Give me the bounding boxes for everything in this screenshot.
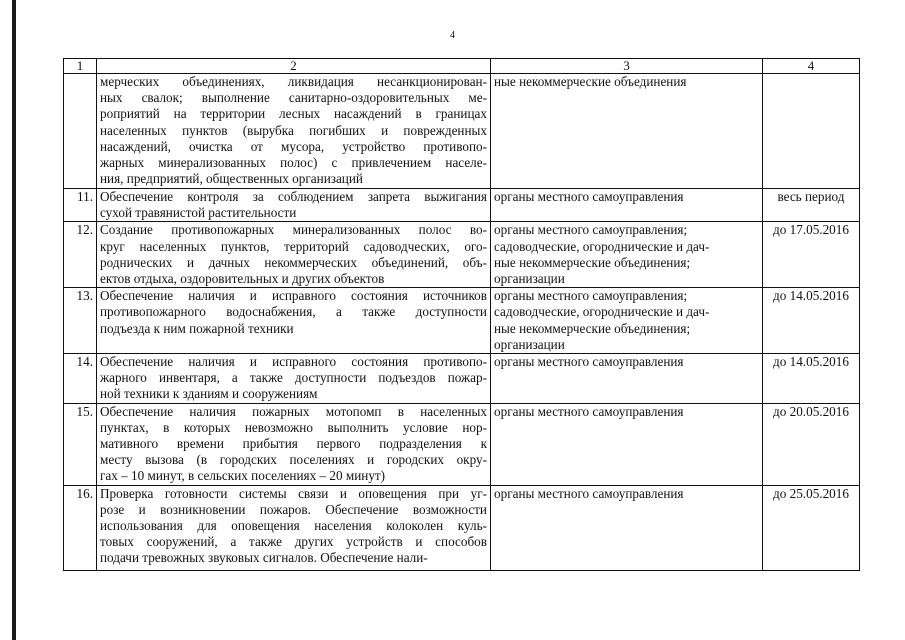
row-number: 15. <box>64 403 97 485</box>
responsible-text-line: органы местного самоуправления <box>494 354 684 370</box>
measure-text-line: Обеспечение наличия и исправного состояния источников <box>100 288 487 304</box>
deadline-cell: до 25.05.2016 <box>763 485 860 570</box>
measure-text-line: подъезда к ним пожарной техники <box>100 320 294 336</box>
responsible-cell <box>491 222 763 288</box>
deadline-cell: весь период <box>763 189 860 222</box>
measure-text-line: ектов отдыха, оздоровительных и других объектов <box>100 271 385 287</box>
measure-text-line: сухой травянистой растительности <box>100 205 297 221</box>
measure-text-line: ных свалок; выполнение санитарно-оздоровительных ме- <box>100 90 487 106</box>
measure-cell <box>97 74 491 189</box>
responsible-cell <box>491 354 763 404</box>
responsible-text-line: организации <box>494 336 565 352</box>
responsible-text-line: ные некоммерческие объединения; <box>494 320 691 336</box>
measure-cell <box>97 189 491 222</box>
deadline-cell: до 17.05.2016 <box>763 222 860 288</box>
measure-text-line: Обеспечение наличия пожарных мотопомп в населенных <box>100 403 487 419</box>
row-number: 16. <box>64 485 97 570</box>
measure-cell <box>97 288 491 354</box>
measure-text-line: Обеспечение контроля за соблюдением запрета выжигания <box>100 189 487 204</box>
page-number: 4 <box>450 30 455 41</box>
measure-text-line: Обеспечение наличия и исправного состояния противопо- <box>100 354 487 370</box>
measure-text-line: подачи тревожных звуковых сигналов. Обеспечение нали- <box>100 550 428 566</box>
measure-cell <box>97 222 491 288</box>
measure-text-line: использования для оповещения населения колоколен куль- <box>100 518 487 534</box>
measure-text-line: жарного инвентаря, а также доступности подъездов пожар- <box>100 370 487 386</box>
measure-text-line: товых сооружений, а также других устройств и способов <box>100 534 487 550</box>
measure-text-line: населенных пунктов (вырубка погибших и поврежденных <box>100 122 487 138</box>
measure-text-line: насаждений, очистка от мусора, устройство противопо- <box>100 138 487 154</box>
measure-text-line: роднических и дачных некоммерческих объединений, объ- <box>100 254 487 270</box>
responsible-text-line: органы местного самоуправления; <box>494 288 688 304</box>
measure-text-line: круг населенных пунктов, территорий садоводческих, ого- <box>100 238 487 254</box>
table-row <box>64 354 860 404</box>
responsible-cell <box>491 189 763 222</box>
responsible-text-line: садоводческие, огороднические и дач- <box>494 304 710 320</box>
responsible-text-line: органы местного самоуправления <box>494 403 684 419</box>
responsible-text-line: садоводческие, огороднические и дач- <box>494 238 710 254</box>
header-col-1: 1 <box>64 59 97 74</box>
deadline-cell: до 20.05.2016 <box>763 403 860 485</box>
measure-text-line: противопожарного водоснабжения, а также доступности <box>100 304 487 320</box>
responsible-text-line: ные некоммерческие объединения; <box>494 254 691 270</box>
row-number <box>64 74 97 189</box>
measures-table <box>63 58 860 571</box>
responsible-cell <box>491 288 763 354</box>
measure-cell <box>97 403 491 485</box>
header-col-4: 4 <box>763 59 860 74</box>
deadline-cell: до 14.05.2016 <box>763 288 860 354</box>
deadline-cell <box>763 74 860 189</box>
measure-text-line: роприятий на территории лесных насаждений в границах <box>100 106 487 122</box>
measure-text-line: жарных минерализованных полос) с привлечением населе- <box>100 155 487 171</box>
measure-text-line: Проверка готовности системы связи и оповещения при уг- <box>100 485 487 501</box>
measure-text-line: мерческих объединениях, ликвидация несанкционирован- <box>100 74 487 89</box>
deadline-cell: до 14.05.2016 <box>763 354 860 404</box>
measure-text-line: пунктах, в которых невозможно выполнить условие нор- <box>100 419 487 435</box>
measure-text-line: розе и возникновении пожаров. Обеспечение возможности <box>100 501 487 517</box>
responsible-text-line: организации <box>494 271 565 287</box>
table-row <box>64 189 860 222</box>
row-number: 14. <box>64 354 97 404</box>
table-row <box>64 403 860 485</box>
header-col-2: 2 <box>97 59 491 74</box>
header-col-3: 3 <box>491 59 763 74</box>
row-number: 11. <box>64 189 97 222</box>
responsible-cell <box>491 74 763 189</box>
table-header-row <box>64 59 860 74</box>
table-row <box>64 74 860 189</box>
scan-edge-bar <box>12 0 16 640</box>
measure-text-line: гах – 10 минут, в сельских поселениях – 20 минут) <box>100 468 386 484</box>
responsible-text-line: ные некоммерческие объединения <box>494 74 687 89</box>
measure-text-line: ной техники к зданиям и сооружениям <box>100 386 318 402</box>
table-row <box>64 222 860 288</box>
measure-text-line: мативного времени прибытия первого подразделения к <box>100 436 487 452</box>
responsible-cell <box>491 485 763 570</box>
measure-text-line: месту вызова (в городских поселениях и городских окру- <box>100 452 487 468</box>
table-row <box>64 485 860 570</box>
responsible-text-line: органы местного самоуправления; <box>494 222 688 238</box>
measure-cell <box>97 485 491 570</box>
measure-cell <box>97 354 491 404</box>
responsible-text-line: органы местного самоуправления <box>494 485 684 501</box>
responsible-text-line: органы местного самоуправления <box>494 189 684 204</box>
measure-text-line: Создание противопожарных минерализованных полос во- <box>100 222 487 238</box>
row-number: 13. <box>64 288 97 354</box>
table-row <box>64 288 860 354</box>
responsible-cell <box>491 403 763 485</box>
measure-text-line: ния, предприятий, общественных организаций <box>100 171 363 187</box>
row-number: 12. <box>64 222 97 288</box>
